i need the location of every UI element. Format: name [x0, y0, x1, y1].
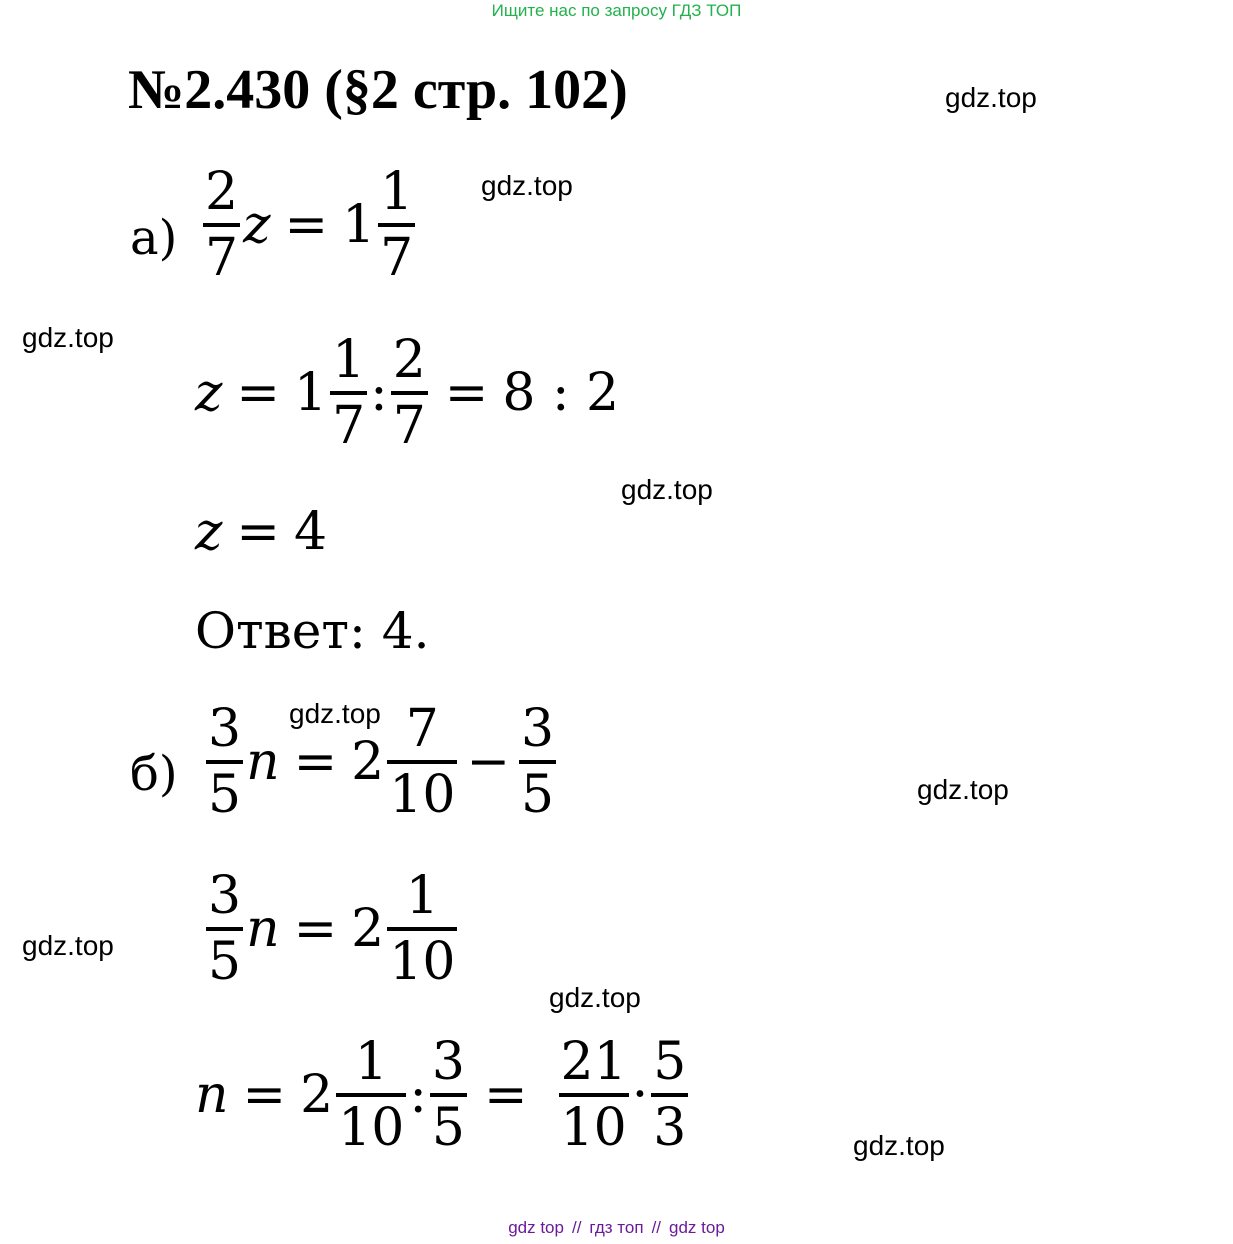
fraction — [206, 866, 243, 992]
part-a-equation-1 — [200, 162, 418, 288]
part-b-equation-2 — [203, 866, 460, 992]
denominator: 10 — [338, 1098, 405, 1158]
watermark: gdz.top — [289, 698, 381, 729]
fraction-bar — [330, 391, 367, 395]
fraction — [559, 1032, 629, 1158]
whole-part: 2 — [351, 732, 385, 792]
equals-sign: = — [293, 899, 338, 959]
denominator: 5 — [208, 765, 242, 825]
denominator: 10 — [389, 932, 456, 992]
denominator: 7 — [392, 396, 426, 456]
whole-part: 2 — [351, 899, 385, 959]
value: 4 — [293, 502, 328, 562]
equals-sign: = — [293, 732, 338, 792]
top-banner: Ищите нас по запросу ГДЗ ТОП — [491, 1, 742, 20]
numerator: 7 — [405, 699, 439, 759]
numerator: 21 — [560, 1032, 627, 1092]
whole-part: 1 — [293, 363, 328, 423]
watermark: gdz.top — [481, 170, 573, 201]
whole-part: 1 — [342, 195, 376, 255]
fraction — [391, 330, 428, 456]
denominator: 3 — [653, 1098, 687, 1158]
part-a-answer: Ответ: 4. — [195, 602, 430, 660]
watermark: gdz.top — [22, 322, 114, 353]
equals-sign: = — [483, 1065, 528, 1125]
fraction — [519, 699, 556, 825]
numerator: 1 — [354, 1032, 388, 1092]
part-b-label: б) — [130, 746, 178, 802]
fraction-bar — [651, 1093, 688, 1097]
part-b-equation-1 — [203, 699, 559, 825]
division-sign: : — [370, 363, 388, 423]
numerator: 1 — [405, 866, 439, 926]
numerator: 3 — [521, 699, 555, 759]
equals-sign: = — [242, 1065, 287, 1125]
denominator: 7 — [380, 228, 414, 288]
part-a-label: а) — [130, 210, 178, 266]
numerator: 3 — [208, 866, 242, 926]
denominator: 5 — [431, 1098, 465, 1158]
numerator: 2 — [205, 162, 239, 222]
fraction-bar — [378, 223, 415, 227]
denominator: 7 — [332, 396, 366, 456]
watermark: gdz.top — [945, 82, 1037, 113]
fraction-bar — [391, 391, 428, 395]
fraction-bar — [519, 760, 556, 764]
watermark: gdz.top — [853, 1130, 945, 1161]
fraction-bar — [387, 927, 457, 931]
fraction — [651, 1032, 688, 1158]
variable: n — [246, 732, 280, 792]
fraction-bar — [206, 760, 243, 764]
multiplication-dot: · — [631, 1065, 649, 1125]
variable: z — [243, 195, 271, 255]
watermark: gdz.top — [22, 930, 114, 961]
variable: n — [195, 1065, 229, 1125]
watermark: gdz.top — [917, 774, 1009, 805]
part-a-equation-2 — [195, 330, 620, 456]
equals-sign: = — [236, 502, 280, 562]
problem-title: №2.430 (§2 стр. 102) — [128, 59, 628, 121]
whole-part: 2 — [300, 1065, 334, 1125]
numerator: 2 — [392, 330, 426, 390]
minus-sign: − — [466, 732, 511, 792]
fraction-bar — [430, 1093, 467, 1097]
watermark: gdz.top — [621, 474, 713, 505]
equals-sign: = — [284, 195, 329, 255]
denominator: 10 — [389, 765, 456, 825]
part-a-equation-3 — [195, 502, 328, 562]
fraction — [330, 330, 367, 456]
footer-link[interactable]: gdz top — [508, 1218, 564, 1237]
fraction-bar — [559, 1093, 629, 1097]
denominator: 7 — [205, 228, 239, 288]
footer-separator: // — [571, 1218, 582, 1237]
footer-link[interactable]: gdz top — [669, 1218, 725, 1237]
part-b-equation-3 — [195, 1032, 691, 1158]
fraction — [378, 162, 415, 288]
fraction — [387, 699, 457, 825]
variable: n — [246, 899, 280, 959]
footer-separator: // — [651, 1218, 662, 1237]
numerator: 1 — [380, 162, 414, 222]
footer-links — [0, 1218, 1233, 1238]
equals-sign: = — [444, 363, 489, 423]
numerator: 3 — [208, 699, 242, 759]
numerator: 1 — [332, 330, 366, 390]
expression: 8 : 2 — [502, 363, 620, 423]
fraction-bar — [336, 1093, 406, 1097]
numerator: 3 — [431, 1032, 465, 1092]
fraction — [203, 162, 240, 288]
fraction — [206, 699, 243, 825]
denominator: 5 — [521, 765, 555, 825]
footer-link[interactable]: гдз топ — [589, 1218, 644, 1237]
fraction-bar — [206, 927, 243, 931]
denominator: 10 — [560, 1098, 627, 1158]
fraction-bar — [387, 760, 457, 764]
fraction — [387, 866, 457, 992]
equals-sign: = — [236, 363, 280, 423]
variable: z — [195, 502, 223, 562]
division-sign: : — [409, 1065, 427, 1125]
fraction — [336, 1032, 406, 1158]
fraction-bar — [203, 223, 240, 227]
variable: z — [195, 363, 223, 423]
watermark: gdz.top — [549, 982, 641, 1013]
fraction — [430, 1032, 467, 1158]
denominator: 5 — [208, 932, 242, 992]
numerator: 5 — [653, 1032, 687, 1092]
